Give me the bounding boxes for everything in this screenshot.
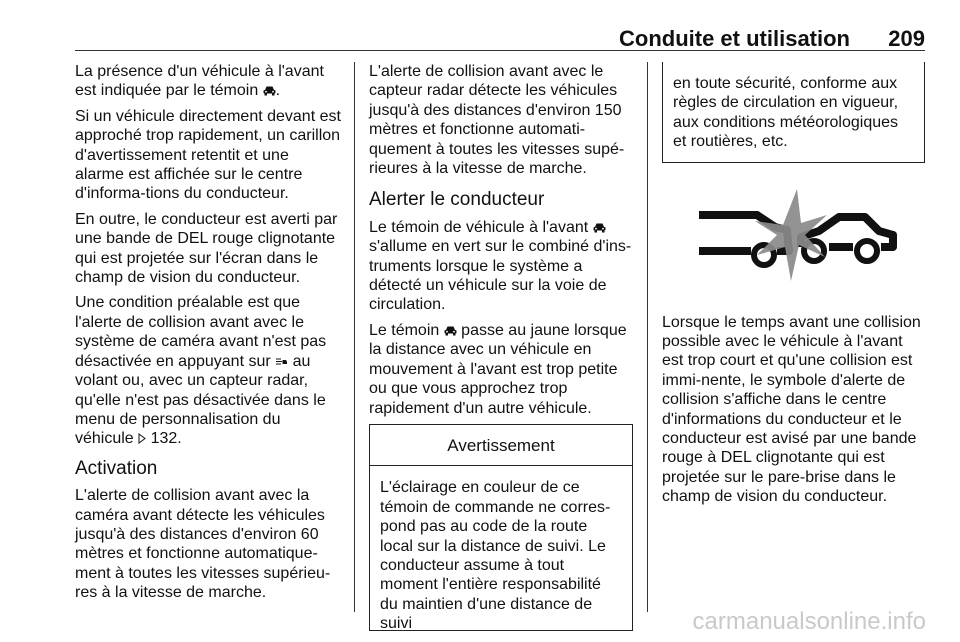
warning-box-continued: en toute sécurité, conforme aux règles de circulation en vigueur, aux conditions météorologiques et routières, etc. [662, 62, 925, 163]
paragraph: L'alerte de collision avant avec le capteur radar détecte les véhicules jusqu'à des distances d'environ 150 mètres et fonctionne automati-quement à toutes les vitesses supé-rieures à la vitesse de marche. [369, 63, 625, 178]
warning-title: Avertissement [370, 425, 632, 466]
section-title: Conduite et utilisation [619, 26, 850, 51]
page-header [75, 0, 925, 51]
car-front-icon [444, 325, 457, 336]
column-divider [647, 62, 648, 612]
heading-activation: Activation [75, 457, 158, 479]
paragraph: En outre, le conducteur est averti par une bande de DEL rouge clignotante qui est projetée sur l'écran dans le champ de vision du conducteur. [75, 210, 338, 287]
paragraph: Le témoin passe au jaune lorsque la distance avec un véhicule en mouvement à l'avant est trop petite ou que vous approchez trop rapidement d'un autre véhicule. [369, 321, 627, 417]
paragraph: L'alerte de collision avant avec la caméra avant détecte les véhicules jusqu'à des distances d'environ 60 mètres et fonctionne automatique-ment à toutes les vitesses supérieu-res à la vitesse de marche. [75, 487, 331, 602]
paragraph: Une condition préalable est que l'alerte de collision avant avec le système de caméra avant n'est pas désactivée en appuyant sur au volant ou, avec un capteur radar, qu'elle n'est pas désactivée dans le menu de personnalisation du véhicule 132. [75, 294, 327, 448]
paragraph: La présence d'un véhicule à l'avant est indiquée par le témoin . [75, 63, 324, 100]
collision-alert-button-icon [275, 356, 288, 367]
collision-warning-icon [679, 185, 909, 289]
warning-text: L'éclairage en couleur de ce témoin de commande ne corres-pond pas au code de la route local sur la distance de suivi. Le conducteur assume à tout moment l'entière responsabilité du maintien d'une distance de suivi [380, 479, 611, 631]
paragraph: Si un véhicule directement devant est approché trop rapidement, un carillon d'avertissement retentit et une alarme est affichée sur le centre d'informa-tions du conducteur. [75, 107, 341, 203]
paragraph: Lorsque le temps avant une collision possible avec le véhicule à l'avant est trop court et qu'une collision est immi-nente, le symbole d'alerte de collision s'affiche dans le centre d'informations du conducteur et le conducteur est avisé par une bande rouge à DEL clignotante qui est projetée sur le pare-brise dans le champ de vision du conducteur. [662, 313, 921, 506]
car-front-icon [593, 222, 606, 233]
page-number: 209 [888, 26, 925, 51]
warning-box [369, 424, 633, 631]
collision-illustration [662, 185, 925, 289]
car-front-icon [263, 85, 276, 96]
page-reference-arrow-icon [138, 433, 146, 444]
paragraph: Le témoin de véhicule à l'avant s'allume en vert sur le combiné d'ins-truments lorsque le système a détecté un véhicule sur la voie de circulation. [369, 218, 632, 314]
heading-alert-driver: Alerter le conducteur [369, 189, 545, 211]
watermark: carmanualsonline.info [692, 608, 926, 635]
column-2 [369, 62, 633, 631]
column-3 [662, 62, 925, 513]
column-1 [75, 62, 341, 609]
column-divider [354, 62, 355, 612]
